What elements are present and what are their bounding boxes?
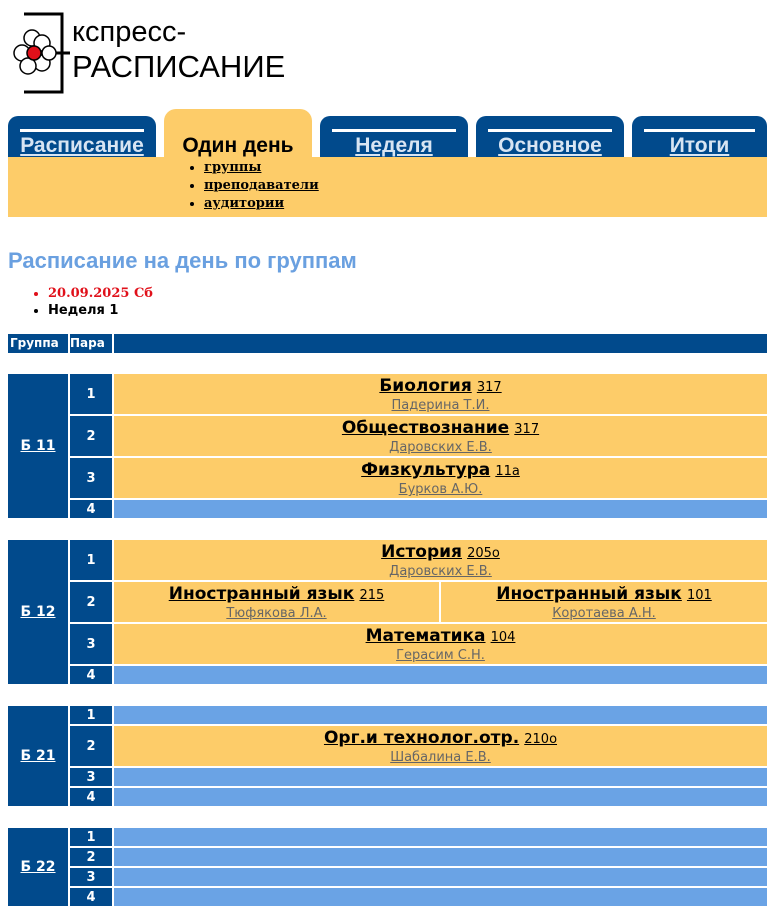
subject-link[interactable]: Обществознание: [341, 418, 510, 438]
para-number: 3: [70, 458, 112, 498]
group-name-link[interactable]: Б 21: [8, 706, 68, 806]
empty-slot: [114, 500, 767, 518]
subject-link[interactable]: Биология: [379, 376, 472, 396]
empty-slot: [114, 888, 767, 906]
teacher-link[interactable]: Падерина Т.И.: [391, 398, 490, 413]
para-number: 4: [70, 888, 112, 906]
teacher-line: [114, 646, 767, 664]
submenu-panel: [8, 157, 767, 217]
para-number: 3: [70, 768, 112, 786]
lesson-line: [114, 626, 767, 648]
empty-slot: [114, 768, 767, 786]
subject-link[interactable]: Физкультура: [361, 460, 491, 480]
lesson-cell: [114, 416, 767, 456]
tab-main[interactable]: [476, 116, 624, 160]
lesson-cell: [114, 582, 439, 622]
tab-label[interactable]: Один день: [182, 134, 294, 157]
teacher-line: [114, 604, 439, 622]
logo-line2: РАСПИСАНИЕ: [72, 49, 286, 84]
logo: [10, 12, 310, 94]
teacher-line: [114, 480, 767, 498]
lesson-line: [114, 418, 767, 440]
lesson-cell: [114, 624, 767, 664]
submenu-list: [204, 159, 319, 213]
para-number: 3: [70, 624, 112, 664]
submenu-link-teachers[interactable]: преподаватели: [204, 178, 319, 193]
tab-label[interactable]: Итоги: [669, 134, 730, 157]
lesson-line: [114, 728, 767, 750]
para-number: 2: [70, 582, 112, 622]
group-name-link[interactable]: Б 12: [8, 540, 68, 684]
room-link[interactable]: 317: [476, 380, 502, 395]
empty-slot: [114, 706, 767, 724]
para-number: 1: [70, 828, 112, 846]
tab-decor-bar: [644, 129, 755, 132]
teacher-link[interactable]: Коротаева А.Н.: [552, 606, 656, 621]
table-header: [8, 334, 767, 353]
para-number: 4: [70, 500, 112, 518]
subject-link[interactable]: История: [381, 542, 462, 562]
lesson-line: [114, 542, 767, 564]
subject-link[interactable]: Математика: [365, 626, 486, 646]
empty-slot: [114, 666, 767, 684]
group-name-link[interactable]: Б 11: [8, 374, 68, 518]
teacher-link[interactable]: Даровских Е.В.: [389, 564, 492, 579]
teacher-line: [114, 748, 767, 766]
logo-flower-icon: [10, 12, 70, 94]
group-block: [8, 540, 767, 684]
para-number: 2: [70, 416, 112, 456]
room-link[interactable]: 205о: [467, 546, 500, 561]
teacher-link[interactable]: Шабалина Е.В.: [390, 750, 491, 765]
week-label: • Неделя 1: [48, 302, 153, 319]
page-title: Расписание на день по группам: [8, 248, 357, 273]
teacher-link[interactable]: Бурков А.Ю.: [398, 482, 483, 497]
tab-schedule[interactable]: [8, 116, 156, 160]
teacher-line: [114, 396, 767, 414]
teacher-link[interactable]: Герасим С.Н.: [396, 648, 485, 663]
empty-slot: [114, 868, 767, 886]
logo-line1: кспресс-: [72, 16, 187, 48]
tab-label[interactable]: Основное: [498, 134, 602, 157]
header-divider: [112, 334, 114, 353]
tab-decor-bar: [488, 129, 612, 132]
room-link[interactable]: 101: [686, 588, 712, 603]
room-link[interactable]: 215: [359, 588, 385, 603]
teacher-link[interactable]: Даровских Е.В.: [389, 440, 492, 455]
group-name-link[interactable]: Б 22: [8, 828, 68, 906]
lesson-cell: [114, 726, 767, 766]
tab-week[interactable]: [320, 116, 468, 160]
tab-one-day[interactable]: [164, 109, 312, 161]
room-link[interactable]: 11а: [495, 464, 520, 479]
para-number: 4: [70, 788, 112, 806]
teacher-line: [441, 604, 767, 622]
para-number: 1: [70, 706, 112, 724]
header-group: Группа: [10, 336, 59, 350]
submenu-item-teachers: [204, 177, 319, 195]
lesson-cell: [114, 374, 767, 414]
submenu-link-groups[interactable]: группы: [204, 160, 262, 175]
subject-link[interactable]: Иностранный язык: [168, 584, 355, 604]
para-number: 2: [70, 726, 112, 766]
room-link[interactable]: 317: [514, 422, 540, 437]
lesson-cell: [114, 458, 767, 498]
tab-decor-bar: [20, 129, 144, 132]
para-number: 4: [70, 666, 112, 684]
lesson-cell: [441, 582, 767, 622]
subject-link[interactable]: Орг.и технолог.отр.: [323, 728, 520, 748]
submenu-item-groups: [204, 159, 319, 177]
tab-decor-bar: [332, 129, 456, 132]
empty-slot: [114, 828, 767, 846]
tab-label[interactable]: Расписание: [20, 134, 144, 157]
lesson-line: [114, 584, 439, 606]
info-list: [48, 285, 153, 319]
teacher-link[interactable]: Тюфякова Л.А.: [226, 606, 327, 621]
para-number: 2: [70, 848, 112, 866]
header-para: Пара: [70, 336, 105, 350]
lesson-line: [114, 376, 767, 398]
teacher-line: [114, 438, 767, 456]
group-block: [8, 828, 767, 906]
para-number: 1: [70, 540, 112, 580]
room-link[interactable]: 104: [490, 630, 516, 645]
date-label: • 20.09.2025 Сб: [48, 285, 153, 302]
lesson-cell: [114, 540, 767, 580]
empty-slot: [114, 788, 767, 806]
tab-results[interactable]: [632, 116, 767, 160]
tab-label[interactable]: Неделя: [355, 134, 433, 157]
lesson-line: [114, 460, 767, 482]
lesson-line: [441, 584, 767, 606]
submenu-item-rooms: [204, 195, 319, 213]
empty-slot: [114, 848, 767, 866]
group-block: [8, 374, 767, 518]
para-number: 3: [70, 868, 112, 886]
para-number: 1: [70, 374, 112, 414]
room-link[interactable]: 210о: [524, 732, 558, 747]
teacher-line: [114, 562, 767, 580]
submenu-link-rooms[interactable]: аудитории: [204, 196, 285, 211]
group-block: [8, 706, 767, 806]
subject-link[interactable]: Иностранный язык: [496, 584, 682, 604]
